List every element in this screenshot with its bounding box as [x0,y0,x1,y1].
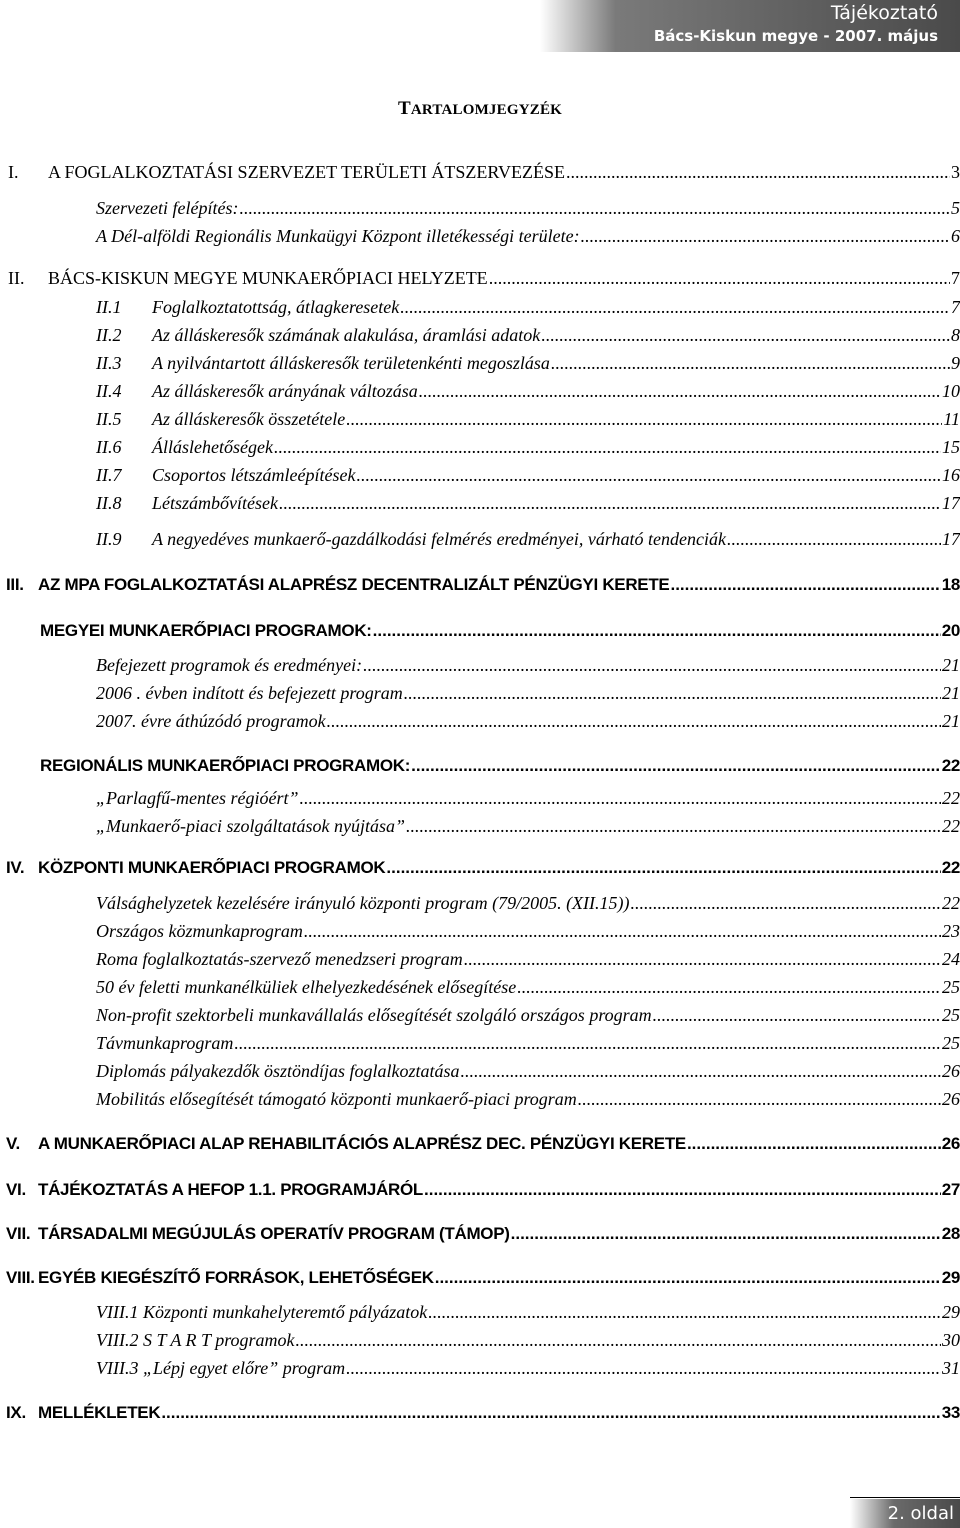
toc-entry-title: Befejezett programok és eredményei: [96,655,363,675]
toc-entry[interactable] [0,711,960,737]
header-title: Tájékoztató [830,2,938,24]
toc-dot-leader [541,325,950,346]
toc-dot-leader [346,409,942,430]
toc-entry-page: 28 [941,1224,960,1243]
toc-entry-title: Álláslehetőségek [152,437,273,457]
toc-entry-title: Országos közmunkaprogram [96,921,303,941]
toc-entry-number: II.2 [96,325,122,345]
toc-entry[interactable] [0,226,960,252]
toc-entry[interactable] [0,297,960,323]
toc-entry-title: A Dél-alföldi Regionális Munkaügyi Központ illetékességi területe: [96,226,580,246]
toc-entry-title: VIII.1 Központi munkahelyteremtő pályázatok [96,1302,428,1322]
toc-entry-page: 18 [941,575,960,594]
toc-entry[interactable] [0,1033,960,1059]
toc-dot-leader [464,949,941,970]
toc-entry[interactable] [0,921,960,947]
toc-entry-title: Létszámbővítések [152,493,278,513]
toc-dot-leader [386,858,940,878]
toc-entry[interactable] [0,381,960,407]
toc-dot-leader [274,437,941,458]
toc-entry-page: 27 [941,1180,960,1199]
toc-entry[interactable] [0,1358,960,1384]
toc-entry[interactable] [0,1134,960,1160]
page-number-badge: 2. oldal [850,1499,960,1528]
toc-entry-page: 20 [941,621,960,640]
toc-entry[interactable] [0,465,960,491]
toc-entry-page: 8 [951,325,960,345]
toc-entry[interactable] [0,756,960,782]
toc-title-rest: ARTALOMJEGYZÉK [410,102,563,118]
toc-entry-title: „Parlagfű-mentes régióért” [96,788,299,808]
toc-dot-leader [279,493,941,514]
toc-entry-number: II.4 [96,381,122,401]
toc-dot-leader [411,756,941,776]
toc-entry[interactable] [0,268,960,294]
toc-entry[interactable] [0,1089,960,1115]
toc-dot-leader [419,381,941,402]
toc-entry-page: 26 [942,1089,960,1109]
toc-entry-page: 26 [942,1061,960,1081]
toc-entry[interactable] [0,893,960,919]
toc-entry-title: BÁCS-KISKUN MEGYE MUNKAERŐPIACI HELYZETE [48,268,488,288]
toc-entry-page: 22 [942,788,960,808]
toc-entry-title: Csoportos létszámleépítések [152,465,356,485]
toc-entry-title: Szervezeti felépítés: [96,198,239,218]
toc-entry[interactable] [0,1180,960,1206]
toc-entry[interactable] [0,816,960,842]
toc-entry-page: 16 [942,465,960,485]
toc-entry-page: 25 [942,1005,960,1025]
toc-dot-leader [404,683,941,704]
toc-entry[interactable] [0,353,960,379]
toc-entry-title: MEGYEI MUNKAERŐPIACI PROGRAMOK: [40,621,372,640]
toc-dot-leader [687,1134,941,1154]
toc-entry-number: IX. [6,1403,26,1422]
toc-entry-page: 3 [951,162,960,182]
toc-entry-page: 22 [941,756,960,775]
toc-dot-leader [239,198,950,219]
toc-dot-leader [653,1005,941,1026]
toc-entry-title: Foglalkoztatottság, átlagkeresetek [152,297,400,317]
toc-entry-number: VI. [6,1180,26,1199]
toc-entry[interactable] [0,1302,960,1328]
toc-entry-page: 6 [951,226,960,246]
toc-entry-page: 24 [942,949,960,969]
toc-dot-leader [234,1033,941,1054]
toc-entry-number: II.5 [96,409,122,429]
toc-entry-title: TÁRSADALMI MEGÚJULÁS OPERATÍV PROGRAM (TÁMOP) [38,1224,510,1243]
toc-dot-leader [304,921,941,942]
toc-entry-page: 15 [942,437,960,457]
toc-dot-leader [631,893,941,914]
toc-dot-leader [400,297,950,318]
toc-entry-page: 21 [942,711,960,731]
toc-dot-leader [346,1358,941,1379]
toc-entry-title: Válsághelyzetek kezelésére irányuló központi program (79/2005. (XII.15)) [96,893,630,913]
toc-entry-title: TÁJÉKOZTATÁS A HEFOP 1.1. PROGRAMJÁRÓL [38,1180,423,1199]
toc-entry-number: II.9 [96,529,122,549]
toc-entry-number: VIII. [6,1268,35,1287]
toc-entry-number: VII. [6,1224,31,1243]
toc-dot-leader [489,268,950,289]
toc-entry-page: 29 [942,1302,960,1322]
toc-entry-number: II.7 [96,465,122,485]
toc-dot-leader [428,1302,941,1323]
toc-entry-number: V. [6,1134,20,1153]
toc-entry-page: 22 [942,893,960,913]
toc-dot-leader [373,621,941,641]
toc-dot-leader [670,575,940,595]
toc-entry-title: Az álláskeresők arányának változása [152,381,418,401]
toc-entry[interactable] [0,858,960,884]
toc-entry-title: Az álláskeresők számának alakulása, áramlási adatok [152,325,541,345]
toc-entry-page: 22 [942,816,960,836]
toc-dot-leader [424,1180,941,1200]
toc-entry-title: A MUNKAERŐPIACI ALAP REHABILITÁCIÓS ALAPRÉSZ DEC. PÉNZÜGYI KERETE [38,1134,686,1153]
toc-entry-page: 29 [941,1268,960,1287]
toc-dot-leader [461,1061,942,1082]
toc-entry-page: 26 [941,1134,960,1153]
toc-entry-page: 9 [951,353,960,373]
toc-dot-leader [435,1268,941,1288]
toc-entry-number: II.8 [96,493,122,513]
toc-dot-leader [327,711,941,732]
toc-entry-title: Mobilitás elősegítését támogató központi munkaerő-piaci program [96,1089,577,1109]
toc-dot-leader [581,226,950,247]
toc-entry-title: Távmunkaprogram [96,1033,234,1053]
toc-entry-title: MELLÉKLETEK [38,1403,161,1422]
toc-dot-leader [727,529,941,550]
toc-entry-number: I. [8,162,19,182]
toc-dot-leader [161,1403,940,1423]
toc-entry-page: 7 [951,268,960,288]
page-header [0,0,960,52]
toc-entry-title: 2007. évre áthúzódó programok [96,711,326,731]
toc-entry[interactable] [0,1224,960,1250]
toc-entry[interactable] [0,949,960,975]
toc-entry-title: 2006 . évben indított és befejezett program [96,683,403,703]
toc-entry-title: AZ MPA FOGLALKOZTATÁSI ALAPRÉSZ DECENTRALIZÁLT PÉNZÜGYI KERETE [38,575,670,594]
toc-entry-title: Roma foglalkoztatás-szervező menedzseri program [96,949,463,969]
toc-entry-page: 22 [941,858,960,877]
toc-entry[interactable] [0,198,960,224]
toc-entry[interactable] [0,1005,960,1031]
header-banner [540,0,960,52]
toc-entry-title: „Munkaerő-piaci szolgáltatások nyújtása” [96,816,405,836]
toc-entry[interactable] [0,1268,960,1294]
toc-dot-leader [406,816,941,837]
toc-entry-page: 21 [942,683,960,703]
toc-dot-leader [566,162,950,183]
toc-dot-leader [551,353,950,374]
toc-dot-leader [578,1089,941,1110]
toc-entry-page: 5 [951,198,960,218]
toc-entry-number: III. [6,575,24,594]
toc-entry-title: KÖZPONTI MUNKAERŐPIACI PROGRAMOK [38,858,386,877]
toc-title-initial: T [397,98,411,119]
toc-entry-title: VIII.2 S T A R T programok [96,1330,295,1350]
toc-dot-leader [363,655,941,676]
toc-entry-title: A FOGLALKOZTATÁSI SZERVEZET TERÜLETI ÁTSZERVEZÉSE [48,162,565,182]
toc-dot-leader [300,788,942,809]
footer-rule [850,1497,960,1498]
toc-dot-leader [517,977,941,998]
toc-entry[interactable] [0,1061,960,1087]
toc-dot-leader [296,1330,941,1351]
toc-entry-number: II.3 [96,353,122,373]
toc-entry[interactable] [0,621,960,647]
toc-entry[interactable] [0,977,960,1003]
toc-entry[interactable] [0,162,960,188]
toc-entry-page: 31 [942,1358,960,1378]
toc-entry-title: 50 év feletti munkanélküliek elhelyezkedésének elősegítése [96,977,517,997]
toc-entry-page: 7 [951,297,960,317]
toc-entry-page: 10 [942,381,960,401]
toc-entry-title: A negyedéves munkaerő-gazdálkodási felmérés eredményei, várható tendenciák [152,529,726,549]
toc-entry-page: 25 [942,977,960,997]
toc-entry-title: EGYÉB KIEGÉSZÍTŐ FORRÁSOK, LEHETŐSÉGEK [38,1268,434,1287]
toc-entry-title: Non-profit szektorbeli munkavállalás elősegítését szolgáló országos program [96,1005,652,1025]
toc-title [0,98,960,120]
toc-entry[interactable] [0,529,960,555]
toc-entry-title: A nyilvántartott álláskeresők területenkénti megoszlása [152,353,550,373]
header-subtitle: Bács-Kiskun megye - 2007. május [653,27,938,45]
toc-entry[interactable] [0,409,960,435]
toc-entry[interactable] [0,683,960,709]
toc-entry-number: II.1 [96,297,122,317]
toc-dot-leader [511,1224,941,1244]
toc-entry[interactable] [0,655,960,681]
toc-entry-title: Diplomás pályakezdők ösztöndíjas foglalkoztatása [96,1061,460,1081]
toc-entry[interactable] [0,493,960,519]
toc-entry-page: 25 [942,1033,960,1053]
toc-entry-number: II. [8,268,25,288]
toc-entry-number: IV. [6,858,25,877]
toc-entry[interactable] [0,437,960,463]
toc-entry-title: Az álláskeresők összetétele [152,409,346,429]
toc-dot-leader [356,465,941,486]
toc-entry-page: 33 [941,1403,960,1422]
toc-entry[interactable] [0,1403,960,1429]
toc-entry-page: 21 [942,655,960,675]
toc-entry-title: REGIONÁLIS MUNKAERŐPIACI PROGRAMOK: [40,756,411,775]
toc-entry-page: 30 [942,1330,960,1350]
toc-entry[interactable] [0,788,960,814]
toc-entry[interactable] [0,325,960,351]
toc-entry-number: II.6 [96,437,122,457]
toc-entry-page: 17 [942,493,960,513]
toc-entry[interactable] [0,1330,960,1356]
toc-entry-page: 23 [942,921,960,941]
toc-entry-page: 11 [943,409,960,429]
toc-entry-page: 17 [942,529,960,549]
toc-entry[interactable] [0,575,960,601]
toc-entry-title: VIII.3 „Lépj egyet előre” program [96,1358,346,1378]
